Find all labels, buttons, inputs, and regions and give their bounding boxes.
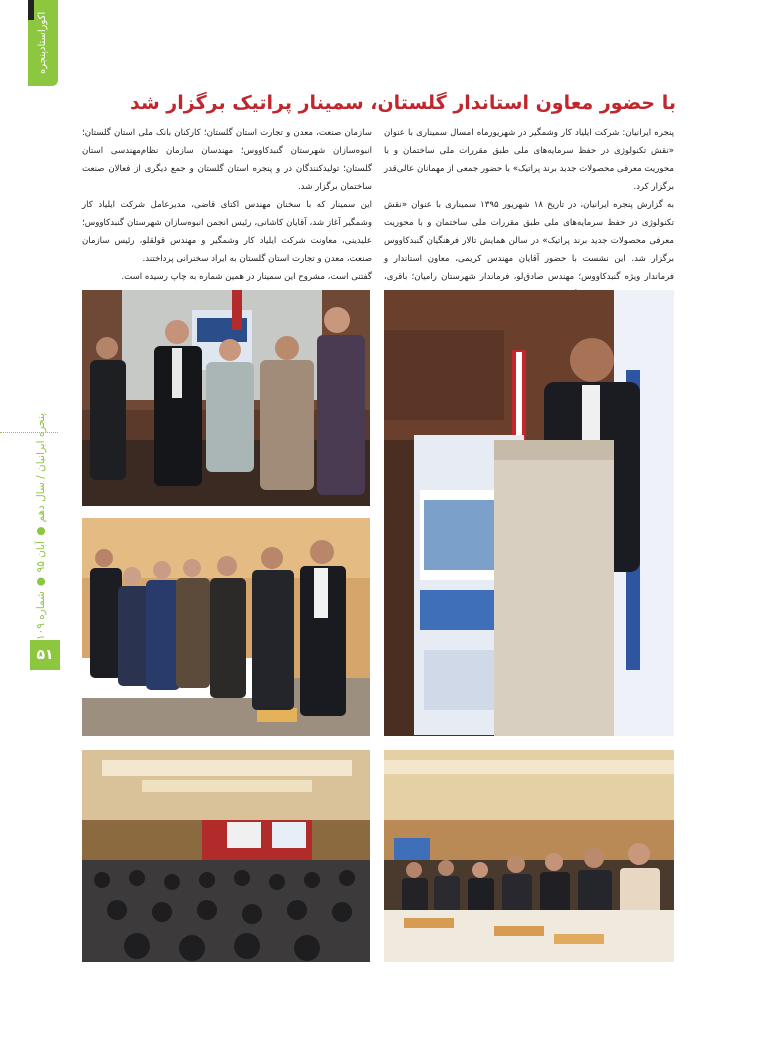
article-column-left xyxy=(82,124,372,286)
hall-audience-photo xyxy=(82,750,370,962)
group-photo xyxy=(82,290,370,506)
paragraph: پنجره ایرانیان: شرکت ایلیاد کار وشمگیر در شهریورماه امسال سمیناری با عنوان «نقش تکنولوژی در حفظ سرمایه‌های ملی طبق مقررات ملی ساختمان و با محوریت معرفی محصولات جدید برند پراتیک» با حضور جمعی از مهمانان عالی‌قدر برگزار کرد. xyxy=(384,128,674,192)
front-row-photo xyxy=(82,518,370,736)
side-divider xyxy=(0,432,58,433)
paragraph: به گزارش پنجره ایرانیان، در تاریخ ۱۸ شهریور ۱۳۹۵ سمیناری با عنوان «نقش تکنولوژی در حفظ سرمایه‌های ملی طبق مقررات ملی ساختمان و با محوریت معرفی محصولات جدید برند پراتیک» در سالن همایش تالار فرهنگیان گنبدکاووس برگزار شد. این نشست با حضور آقایان مهندس کریمی، معاون استاندار و فرماندار ویژه گنبدکاووس؛ مهندس صادق‌لو، فرماندار شهرستان رامیان؛ باقری، xyxy=(384,200,674,282)
seated-guests-photo xyxy=(384,750,674,962)
article-column-right xyxy=(384,124,674,304)
paragraph: این سمینار که با سخنان مهندس اکتای قاضی، مدیرعامل شرکت ایلیاد کار وشمگیر آغاز شد، آقایان کاشانی، رئیس انجمن انبوه‌سازان شهرستان گنبدکاووس؛ علیدینی، معاونت شرکت ایلیاد کار وشمگیر و مهندس قولقلو، رئیس سازمان صنعت، معدن و تجارت استان گلستان به ایراد سخنرانی پرداختند. xyxy=(82,200,372,264)
issue-info: پنجره ایرانیان / سال دهم ● آبان ۹۵ ● شماره ۱۰۹ xyxy=(35,412,47,640)
paragraph: گفتنی است، مشروح این سمینار در همین شماره به چاپ رسیده است. xyxy=(121,272,372,282)
paragraph: سازمان صنعت، معدن و تجارت استان گلستان؛ کارکنان بانک ملی استان گلستان؛ انبوه‌سازان شهرستان گنبدکاووس؛ مهندسان سازمان نظام‌مهندسی استان گلستان؛ تولیدکنندگان در و پنجره استان گلستان و جمع دیگری از فعالان صنعت ساختمان برگزار شد. xyxy=(82,128,372,192)
article-title: با حضور معاون استاندار گلستان، سمینار پراتیک برگزار شد xyxy=(130,92,676,114)
corner-accent xyxy=(28,0,34,20)
speaker-photo xyxy=(384,290,674,736)
section-tab-label: اکوراستادپنجره xyxy=(37,11,48,75)
page-number: ۵۱ xyxy=(30,640,60,670)
